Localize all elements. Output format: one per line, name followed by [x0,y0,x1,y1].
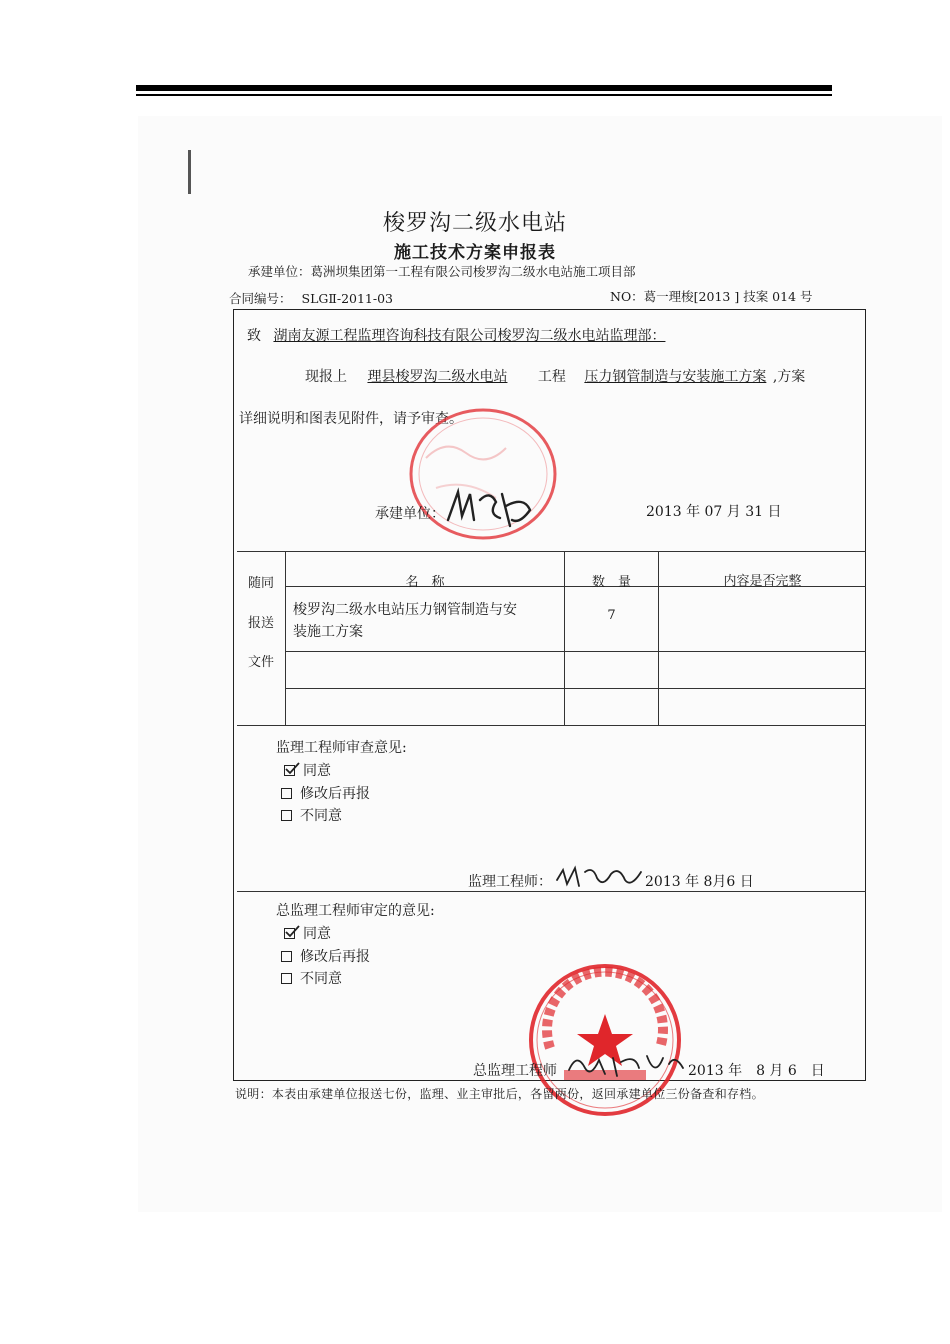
engineer-revise-label: 修改后再报 [300,786,370,802]
chief-option-disagree [281,968,342,988]
chief-sign-label: 总监理工程师 [473,1063,557,1079]
attach-label-1: 随同 [247,576,274,591]
chief-agree-checkbox[interactable] [284,928,295,939]
contractor-sign-date: 2013 年 07 月 31 日 [646,504,782,520]
attach-row-1-qty: 7 [607,608,616,623]
footnote: 说明：本表由承建单位报送七份，监理、业主审批后，各留两份，返回承建单位三份备查和存档。 [235,1087,764,1101]
chief-opinion-title: 总监理工程师审定的意见: [276,903,435,919]
to-label: 致 [247,328,261,344]
table-top-line [237,551,866,552]
attach-row-1-name-line2: 装施工方案 [293,624,363,640]
document-title: 梭罗沟二级水电站 [382,211,567,236]
engineer-agree-checkbox[interactable] [284,765,295,776]
header-qty: 数 量 [591,575,631,590]
chief-option-agree [284,923,331,943]
top-rule-thick [136,85,832,91]
check-mark-icon [284,925,300,939]
chief-sign-date: 2013 年 8 月 6 日 [688,1063,825,1079]
attach-label-2: 报送 [247,616,274,631]
contract-number-label: 合同编号： [229,291,292,306]
engineer-sign-label: 监理工程师： [468,874,552,890]
plan-name: 压力钢管制造与安装施工方案 [584,369,767,385]
engineer-revise-checkbox[interactable] [281,788,292,799]
project-word: 工程 [537,369,566,385]
engineer-sign-date: 2013 年 8月6 日 [645,874,754,890]
chief-signature [565,1048,687,1080]
report-line-2: 详细说明和图表见附件，请予审查。 [239,411,463,427]
document-number: NO：葛一理梭[2013 ] 技案 014 号 [610,289,813,304]
contractor-signature [440,480,540,540]
attach-row-1-name-line1: 梭罗沟二级水电站压力钢管制造与安 [293,602,517,618]
chief-disagree-checkbox[interactable] [281,973,292,984]
binder-mark [188,150,191,194]
chief-revise-label: 修改后再报 [300,949,370,965]
chief-agree-label: 同意 [303,926,331,942]
engineer-signature [553,862,645,892]
header-name: 名 称 [405,575,445,590]
engineer-disagree-checkbox[interactable] [281,810,292,821]
chief-disagree-label: 不同意 [300,971,342,987]
report-prefix: 现报上 [305,369,347,385]
report-suffix: ,方案 [772,369,806,385]
chief-option-revise [281,946,370,966]
project-name: 理县梭罗沟二级水电站 [367,369,508,385]
addressee-line [247,325,665,345]
contractor-unit-line: 承建单位：葛洲坝集团第一工程有限公司梭罗沟二级水电站施工项目部 [248,264,636,279]
report-line [305,366,805,386]
contract-number-value: SLGⅡ-2011-03 [301,291,394,306]
engineer-disagree-label: 不同意 [300,808,342,824]
table-row-line-1 [285,651,866,652]
table-bottom-line [237,725,866,726]
table-row-line-2 [285,688,866,689]
engineer-agree-label: 同意 [303,763,331,779]
contractor-sign-label: 承建单位： [375,506,445,522]
engineer-option-agree [284,760,331,780]
engineer-option-disagree [281,805,342,825]
engineer-opinion-title: 监理工程师审查意见: [276,740,407,756]
check-mark-icon [284,762,300,776]
top-rule-thin [136,94,832,96]
header-complete: 内容是否完整 [723,574,802,589]
addressee-unit: 湖南友源工程监理咨询科技有限公司梭罗沟二级水电站监理部： [273,328,666,344]
engineer-option-revise [281,783,370,803]
chief-revise-checkbox[interactable] [281,951,292,962]
attach-label-3: 文件 [247,655,274,670]
form-title: 施工技术方案申报表 [394,243,556,263]
contract-number-field [229,289,393,307]
engineer-section-divider [237,891,866,892]
